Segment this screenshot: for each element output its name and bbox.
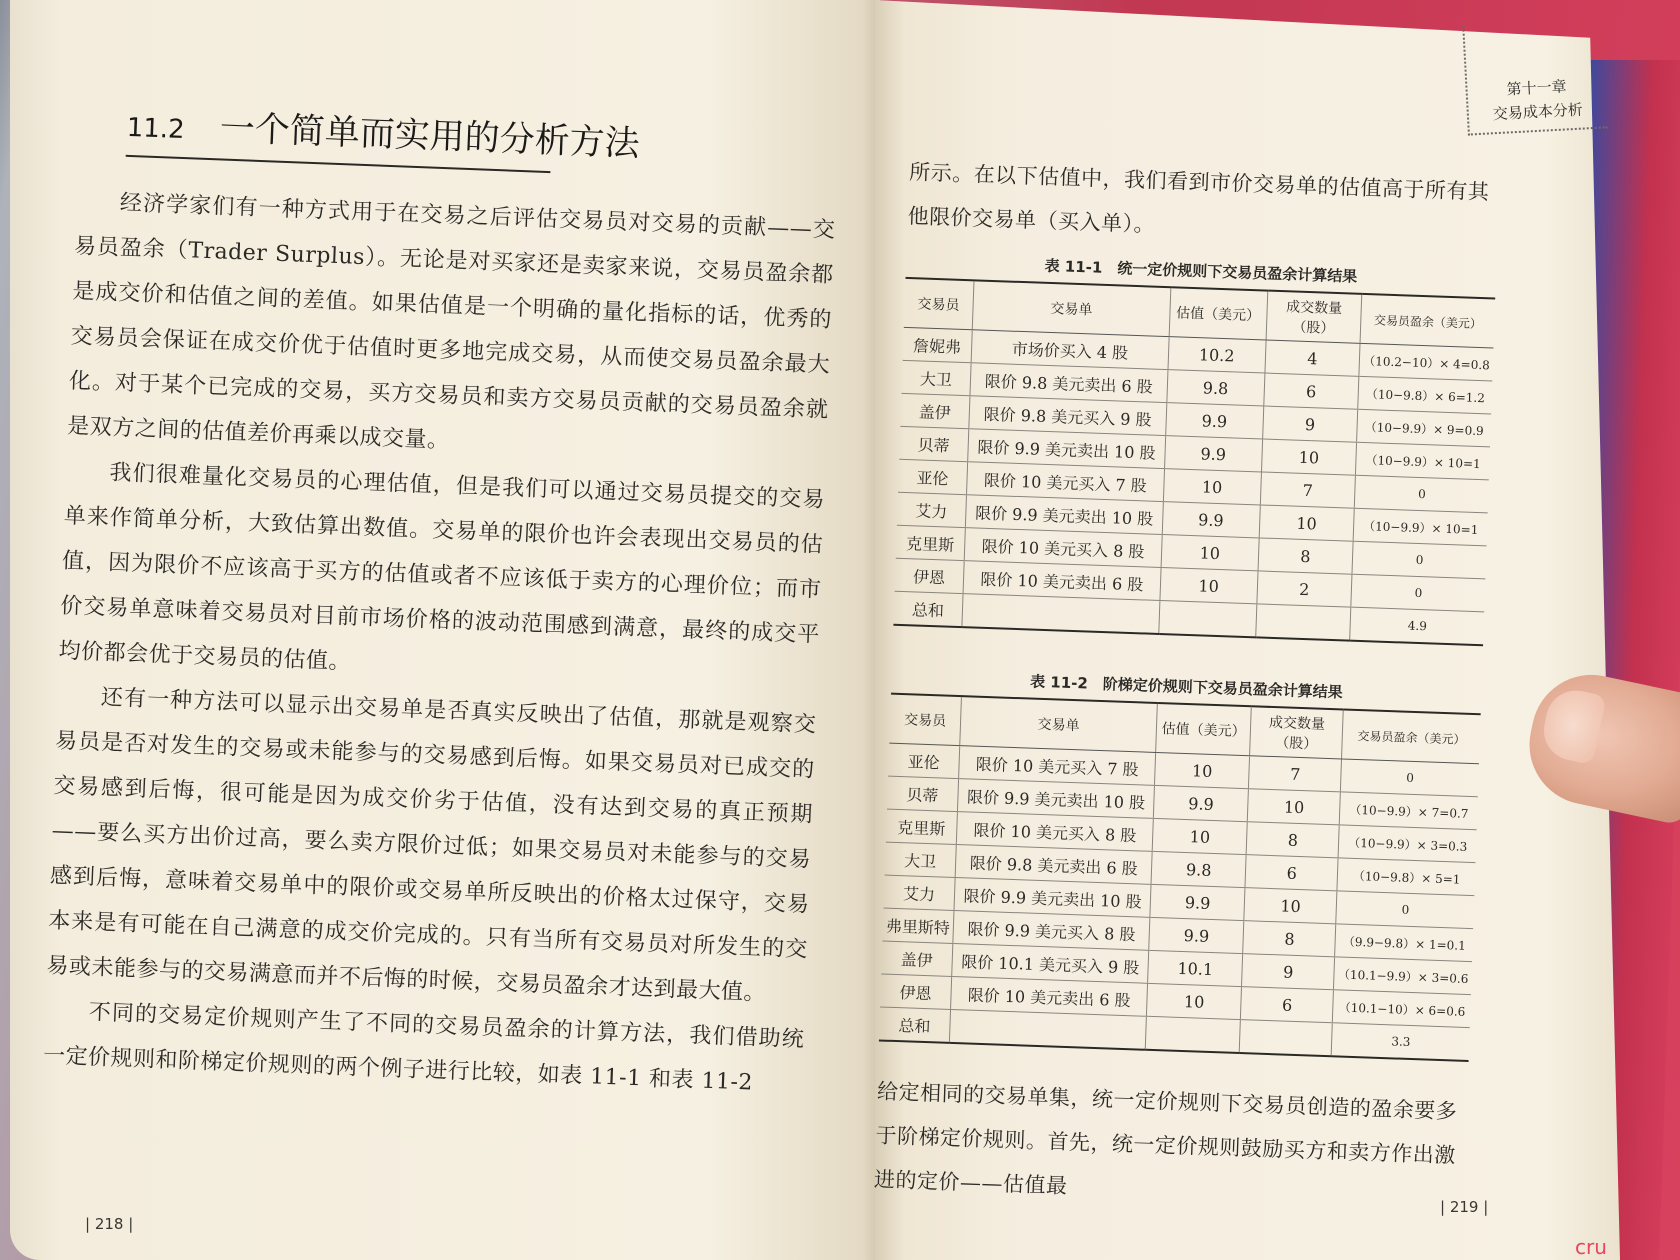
table-cell: 9.9 [1149,917,1244,953]
table-cell: 詹妮弗 [903,327,973,362]
table-cell: 限价 10 美元买入 7 股 [966,462,1164,502]
column-header: 成交数量（股） [1266,291,1362,344]
table-cell: 10 [1152,818,1247,854]
table-cell: 0 [1352,541,1486,579]
table-cell: 10 [1244,888,1337,924]
table-cell: （10−9.8）× 6=1.2 [1358,376,1492,414]
table-cell: （9.9−9.8）× 1=0.1 [1335,924,1473,962]
table-cell: 总和 [893,591,963,627]
table-cell: 9.9 [1150,884,1245,920]
column-header: 交易员 [889,694,961,746]
table-cell: 9 [1262,406,1358,442]
table-cell: 10 [1155,752,1250,788]
table-cell: 0 [1351,574,1485,612]
table-cell: 0 [1336,891,1474,929]
table-cell: 限价 9.8 美元买入 9 股 [969,396,1167,436]
table-cell: 9.9 [1154,785,1249,821]
table-cell: 10 [1163,469,1261,505]
table-cell: 10.2 [1168,337,1266,373]
table-cell [1255,604,1351,641]
paragraph: 我们很难量化交易员的心理估值，但是我们可以通过交易员提交的交易单来作简单分析，大致估算出数值。交易单的限价也许会表现出交易员的估值，因为限价不应该高于买方的估值或者不应该低于卖方的心理价位；而市价交易单意味着交易员对目前市场价格的波动范围感到满意，最终的成交平均价都会优于交易员的估值。 [58,460,826,675]
table-cell: 8 [1258,538,1354,574]
column-header: 交易单 [960,696,1158,752]
watermark: cru [1575,1235,1607,1259]
table-cell: 限价 10 美元卖出 6 股 [963,561,1161,601]
table-cell: 限价 9.9 美元卖出 10 股 [954,878,1151,918]
table-cell [1239,1020,1332,1057]
table-cell: 总和 [879,1007,951,1043]
right-page-content [873,150,1499,1222]
chapter-label: 第十一章 [1506,77,1568,99]
table-cell: 亚伦 [898,459,968,494]
table-cell: 9.9 [1166,403,1264,439]
table-cell: 9.9 [1162,502,1260,538]
table-cell: 4 [1264,340,1360,376]
table-cell: 10 [1160,568,1258,604]
table-cell: 4.9 [1350,607,1484,645]
table-cell: 限价 10.1 美元买入 9 股 [952,943,1149,983]
table-cell: 3.3 [1332,1023,1470,1061]
table-cell [1146,1016,1241,1053]
chapter-title: 交易成本分析 [1492,100,1584,124]
table-cell: 7 [1260,472,1356,508]
table-cell: 市场价买入 4 股 [971,330,1169,370]
table-cell: 6 [1263,373,1359,409]
column-header: 成交数量（股） [1250,706,1344,759]
column-header: 估值（美元） [1156,703,1251,756]
table-cell: 伊恩 [880,974,952,1009]
chapter-header-box [1462,18,1608,135]
table-cell: 限价 10 美元买入 8 股 [956,812,1153,852]
page-number-left: | 218 | [85,1215,134,1233]
table-cell: 盖伊 [900,393,970,428]
table-cell: 限价 9.8 美元卖出 6 股 [970,363,1168,403]
table-cell: 限价 9.9 美元卖出 10 股 [957,779,1154,819]
table-11-1-body [893,327,1493,645]
table-cell: 0 [1355,475,1489,513]
table-cell: 亚伦 [888,743,960,778]
table-cell: （10−9.9）× 10=1 [1353,508,1487,546]
table-cell: 弗里斯特 [882,908,954,943]
column-header: 交易员盈余（美元） [1360,294,1495,348]
table-cell: 限价 9.8 美元卖出 6 股 [955,845,1152,885]
table-cell: （10−9.9）× 7=0.7 [1340,792,1478,830]
table-cell: 7 [1249,756,1342,792]
table-cell: 9.8 [1151,851,1246,887]
table-cell: （10−9.8）× 5=1 [1337,858,1475,896]
table-cell: 限价 10 美元买入 8 股 [964,528,1162,568]
table-cell: 贝蒂 [899,426,969,461]
table-cell: 限价 9.9 美元买入 8 股 [953,910,1150,950]
table-cell: 9 [1242,954,1335,990]
table-cell: （10−9.9）× 10=1 [1356,442,1490,480]
table-cell: 克里斯 [886,809,958,844]
table-cell: 限价 10 美元卖出 6 股 [951,976,1148,1016]
table-cell: 10 [1147,983,1242,1019]
paragraph: 不同的交易定价规则产生了不同的交易员盈余的计算方法，我们借助统一定价规则和阶梯定价规则的两个例子进行比较，如表 11-1 和表 11-2 [42,1000,805,1096]
table-cell: 限价 9.9 美元卖出 10 股 [965,495,1163,535]
page-number-right: | 219 | [1440,1198,1489,1216]
paragraph: 经济学家们有一种方式用于在交易之后评估交易员对交易的贡献——交易员盈余（Trader Surplus）。无论是对买家还是卖家来说，交易员盈余都是成交价和估值之间的差值。如果估值是一个明确的量化指标的话，优秀的交易员会保证在成交价优于估值时更多地完成交易，从而使交易员盈余最大化。对于某个已完成的交易，买方交易员和卖方交易员贡献的交易员盈余就是双方之间的估值差价再乘以成交量。 [66,190,836,454]
table-cell: 2 [1256,571,1352,607]
table-cell: 限价 10 美元买入 7 股 [959,746,1156,786]
table-cell [949,1009,1146,1049]
table-cell: 8 [1246,822,1339,858]
table-cell: 大卫 [885,842,957,877]
table-cell [1159,600,1257,637]
section-number: 11.2 [126,112,186,146]
table-cell: 贝蒂 [887,776,959,811]
table-11-1 [893,277,1495,646]
table-cell: 6 [1245,855,1338,891]
table-cell: 伊恩 [895,558,965,593]
table-cell: 限价 9.9 美元卖出 10 股 [968,429,1166,469]
table-cell: （10.1−9.9）× 3=0.6 [1334,957,1472,995]
intro-text: 所示。在以下估值中，我们看到市价交易单的估值高于所有其他限价交易单（买入单）。 [907,159,1490,237]
column-header: 交易员盈余（美元） [1342,709,1481,763]
column-header: 交易员 [904,278,974,330]
table-cell: 10 [1247,789,1340,825]
column-header: 估值（美元） [1169,287,1267,340]
column-header: 交易单 [972,280,1171,336]
table-cell: 艾力 [884,875,956,910]
table-cell: 9.9 [1164,436,1262,472]
table-cell: 8 [1243,921,1336,957]
table-cell: 大卫 [902,360,972,395]
table-cell: 盖伊 [881,941,953,976]
table-cell: 艾力 [897,492,967,527]
table-cell: 6 [1240,987,1333,1023]
table-cell: 10 [1259,505,1355,541]
table-cell: 9.8 [1167,370,1265,406]
table-cell: 克里斯 [896,525,966,560]
paragraph: 还有一种方法可以显示出交易单是否真实反映出了估值，那就是观察交易员是否对发生的交易或未能参与的交易感到后悔。如果交易员对已成交的交易感到后悔，很可能是因为成交价劣于估值，没有达到交易的真正预期——要么买方出价过高，要么卖方限价过低；如果交易员对未能参与的交易感到后悔，意味着交易单中的限价或交易单所反映出的价格太过保守，交易本来是有可能在自己满意的成交价完成的。只有当所有交易员对所发生的交易或未能参与的交易满意而并不后悔的时候，交易员盈余才达到最大值。 [46,685,817,1006]
table-cell: 10 [1161,535,1259,571]
table-11-2-title: 表 11-2 阶梯定价规则下交易员盈余计算结果 [1029,672,1344,702]
left-page-content [42,95,839,1107]
closing-text: 给定相同的交易单集，统一定价规则下交易员创造的盈余要多于阶梯定价规则。首先，统一定价规则鼓励买方和卖方作出激进的定价——估值最 [873,1079,1458,1199]
table-cell: （10.1−10）× 6=0.6 [1333,990,1471,1028]
table-11-2-body [879,743,1479,1061]
table-cell: （10−9.9）× 9=0.9 [1357,409,1491,447]
table-cell: （10.2−10）× 4=0.8 [1359,343,1493,381]
table-11-1-title: 表 11-1 统一定价规则下交易员盈余计算结果 [1044,256,1358,286]
table-cell: 0 [1341,759,1479,797]
table-cell [962,594,1160,634]
section-title: 一个简单而实用的分析方法 [219,108,641,165]
table-cell: 10 [1261,439,1357,475]
table-11-2 [879,693,1481,1062]
table-cell: 10.1 [1148,950,1243,986]
table-cell: （10−9.9）× 3=0.3 [1339,825,1477,863]
